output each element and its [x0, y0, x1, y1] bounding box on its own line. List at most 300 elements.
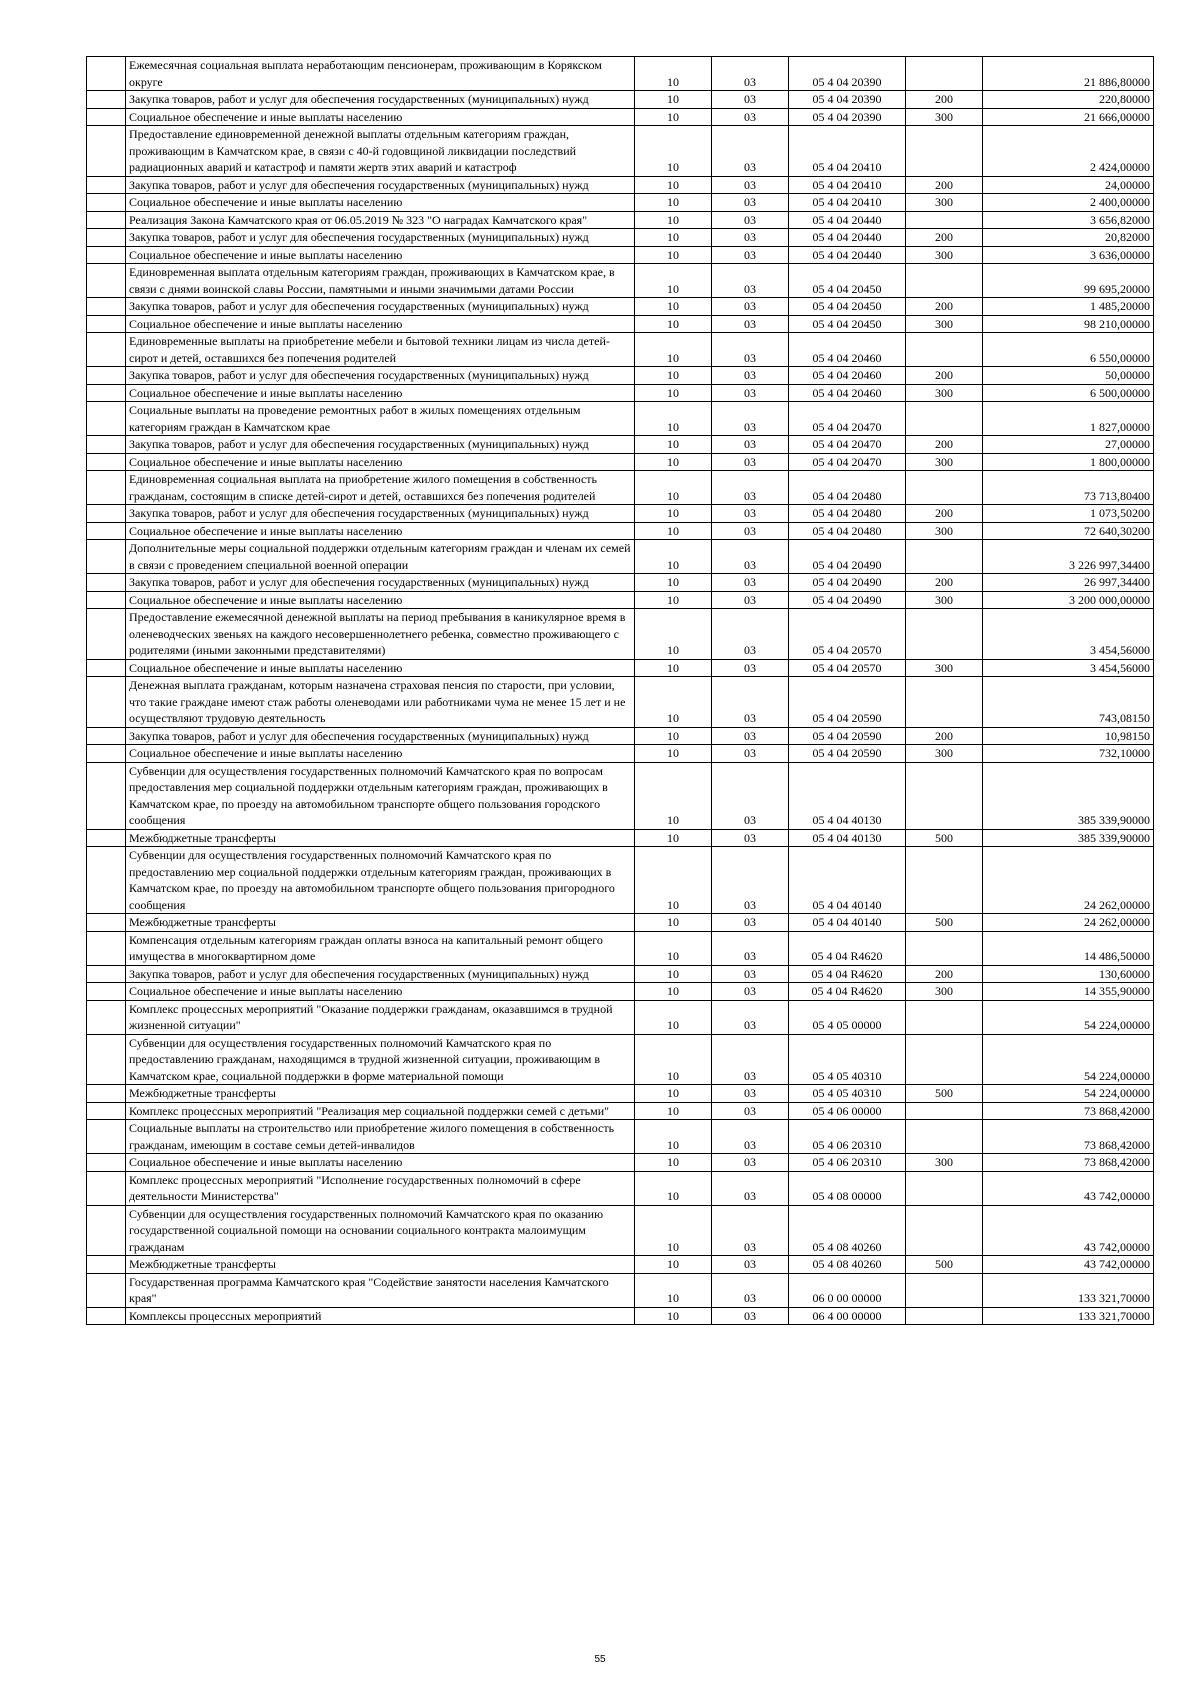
- amount-cell: 3 636,00000: [983, 246, 1154, 264]
- target-item-code-cell: 05 4 06 20310: [789, 1154, 906, 1172]
- table-row: [87, 983, 1154, 1001]
- expense-type-code-cell: [906, 1171, 983, 1205]
- expense-type-code-cell: 300: [906, 194, 983, 212]
- section-code-cell: 10: [635, 829, 712, 847]
- amount-cell: 14 486,50000: [983, 931, 1154, 965]
- table-row: [87, 471, 1154, 505]
- target-item-code-cell: 05 4 04 20450: [789, 264, 906, 298]
- row-margin-cell: [87, 57, 126, 91]
- target-item-code-cell: 05 4 04 40140: [789, 847, 906, 914]
- subsection-code-cell: 03: [712, 1171, 789, 1205]
- expense-name-cell: Социальное обеспечение и иные выплаты населению: [126, 246, 635, 264]
- row-margin-cell: [87, 246, 126, 264]
- expense-type-code-cell: 200: [906, 91, 983, 109]
- table-row: [87, 246, 1154, 264]
- expense-name-cell: Закупка товаров, работ и услуг для обеспечения государственных (муниципальных) нужд: [126, 367, 635, 385]
- section-code-cell: 10: [635, 1120, 712, 1154]
- section-code-cell: 10: [635, 727, 712, 745]
- expense-name-cell: Межбюджетные трансферты: [126, 1085, 635, 1103]
- target-item-code-cell: 05 4 04 20390: [789, 91, 906, 109]
- target-item-code-cell: 05 4 05 40310: [789, 1085, 906, 1103]
- expense-name-cell: Закупка товаров, работ и услуг для обеспечения государственных (муниципальных) нужд: [126, 505, 635, 523]
- expense-name-cell: Социальное обеспечение и иные выплаты населению: [126, 315, 635, 333]
- expense-name-cell: Субвенции для осуществления государственных полномочий Камчатского края по вопросам предоставления мер социальной поддержки отдельным категориям граждан, проживающих в Камчатском крае, по проезду на автомобильном транспорте общего пользования городского сообщения: [126, 762, 635, 829]
- expense-type-code-cell: 300: [906, 246, 983, 264]
- section-code-cell: 10: [635, 745, 712, 763]
- section-code-cell: 10: [635, 1102, 712, 1120]
- amount-cell: 54 224,00000: [983, 1034, 1154, 1085]
- table-row: [87, 1154, 1154, 1172]
- subsection-code-cell: 03: [712, 745, 789, 763]
- amount-cell: 2 400,00000: [983, 194, 1154, 212]
- table-row: [87, 931, 1154, 965]
- table-row: [87, 176, 1154, 194]
- expense-type-code-cell: 300: [906, 453, 983, 471]
- amount-cell: 24 262,00000: [983, 847, 1154, 914]
- expense-type-code-cell: [906, 1102, 983, 1120]
- table-row: [87, 453, 1154, 471]
- row-margin-cell: [87, 1256, 126, 1274]
- section-code-cell: 10: [635, 677, 712, 728]
- table-row: [87, 57, 1154, 91]
- subsection-code-cell: 03: [712, 453, 789, 471]
- expense-name-cell: Социальное обеспечение и иные выплаты населению: [126, 659, 635, 677]
- expense-type-code-cell: 300: [906, 659, 983, 677]
- target-item-code-cell: 05 4 04 R4620: [789, 931, 906, 965]
- target-item-code-cell: 05 4 04 20590: [789, 677, 906, 728]
- expense-name-cell: Социальное обеспечение и иные выплаты населению: [126, 194, 635, 212]
- table-row: [87, 333, 1154, 367]
- amount-cell: 50,00000: [983, 367, 1154, 385]
- subsection-code-cell: 03: [712, 727, 789, 745]
- expense-name-cell: Государственная программа Камчатского края "Содействие занятости населения Камчатского края": [126, 1273, 635, 1307]
- table-row: [87, 1102, 1154, 1120]
- expense-type-code-cell: [906, 1120, 983, 1154]
- expense-type-code-cell: [906, 762, 983, 829]
- amount-cell: 26 997,34400: [983, 574, 1154, 592]
- section-code-cell: 10: [635, 1085, 712, 1103]
- amount-cell: 133 321,70000: [983, 1307, 1154, 1325]
- expense-name-cell: Социальное обеспечение и иные выплаты населению: [126, 108, 635, 126]
- section-code-cell: 10: [635, 108, 712, 126]
- section-code-cell: 10: [635, 126, 712, 177]
- subsection-code-cell: 03: [712, 1273, 789, 1307]
- subsection-code-cell: 03: [712, 126, 789, 177]
- expense-type-code-cell: [906, 847, 983, 914]
- row-margin-cell: [87, 211, 126, 229]
- target-item-code-cell: 06 0 00 00000: [789, 1273, 906, 1307]
- expense-name-cell: Реализация Закона Камчатского края от 06.05.2019 № 323 "О наградах Камчатского края": [126, 211, 635, 229]
- row-margin-cell: [87, 315, 126, 333]
- amount-cell: 130,60000: [983, 965, 1154, 983]
- amount-cell: 54 224,00000: [983, 1085, 1154, 1103]
- row-margin-cell: [87, 1273, 126, 1307]
- amount-cell: 24,00000: [983, 176, 1154, 194]
- expense-type-code-cell: [906, 609, 983, 660]
- table-row: [87, 367, 1154, 385]
- row-margin-cell: [87, 659, 126, 677]
- section-code-cell: 10: [635, 436, 712, 454]
- subsection-code-cell: 03: [712, 591, 789, 609]
- subsection-code-cell: 03: [712, 1120, 789, 1154]
- expense-type-code-cell: [906, 1000, 983, 1034]
- section-code-cell: 10: [635, 246, 712, 264]
- row-margin-cell: [87, 914, 126, 932]
- subsection-code-cell: 03: [712, 847, 789, 914]
- table-row: [87, 1000, 1154, 1034]
- table-row: [87, 677, 1154, 728]
- section-code-cell: 10: [635, 522, 712, 540]
- subsection-code-cell: 03: [712, 264, 789, 298]
- row-margin-cell: [87, 727, 126, 745]
- row-margin-cell: [87, 264, 126, 298]
- expense-type-code-cell: 300: [906, 315, 983, 333]
- expense-name-cell: Закупка товаров, работ и услуг для обеспечения государственных (муниципальных) нужд: [126, 229, 635, 247]
- expense-type-code-cell: 200: [906, 574, 983, 592]
- page-number: 55: [594, 1654, 606, 1665]
- target-item-code-cell: 05 4 04 20440: [789, 246, 906, 264]
- expense-name-cell: Социальное обеспечение и иные выплаты населению: [126, 1154, 635, 1172]
- section-code-cell: 10: [635, 965, 712, 983]
- expense-name-cell: Комплекс процессных мероприятий "Исполнение государственных полномочий в сфере деятельности Министерства": [126, 1171, 635, 1205]
- amount-cell: 1 800,00000: [983, 453, 1154, 471]
- expense-name-cell: Социальные выплаты на строительство или приобретение жилого помещения в собственность гражданам, имеющим в составе семьи детей-инвалидов: [126, 1120, 635, 1154]
- subsection-code-cell: 03: [712, 1307, 789, 1325]
- row-margin-cell: [87, 1307, 126, 1325]
- expense-type-code-cell: 200: [906, 965, 983, 983]
- target-item-code-cell: 05 4 05 40310: [789, 1034, 906, 1085]
- amount-cell: 6 500,00000: [983, 384, 1154, 402]
- expense-name-cell: Межбюджетные трансферты: [126, 1256, 635, 1274]
- row-margin-cell: [87, 574, 126, 592]
- subsection-code-cell: 03: [712, 298, 789, 316]
- subsection-code-cell: 03: [712, 1154, 789, 1172]
- expense-type-code-cell: [906, 57, 983, 91]
- table-row: [87, 727, 1154, 745]
- amount-cell: 24 262,00000: [983, 914, 1154, 932]
- budget-table-body: [87, 57, 1154, 1325]
- expense-name-cell: Закупка товаров, работ и услуг для обеспечения государственных (муниципальных) нужд: [126, 298, 635, 316]
- row-margin-cell: [87, 505, 126, 523]
- expense-name-cell: Комплекс процессных мероприятий "Оказание поддержки гражданам, оказавшимся в трудной жизненной ситуации": [126, 1000, 635, 1034]
- table-row: [87, 211, 1154, 229]
- row-margin-cell: [87, 229, 126, 247]
- row-margin-cell: [87, 745, 126, 763]
- target-item-code-cell: 05 4 04 20390: [789, 57, 906, 91]
- row-margin-cell: [87, 176, 126, 194]
- subsection-code-cell: 03: [712, 436, 789, 454]
- subsection-code-cell: 03: [712, 1205, 789, 1256]
- table-row: [87, 965, 1154, 983]
- section-code-cell: 10: [635, 1000, 712, 1034]
- expense-type-code-cell: 200: [906, 505, 983, 523]
- expense-name-cell: Дополнительные меры социальной поддержки отдельным категориям граждан и членам их семей в связи с проведением специальной военной операции: [126, 540, 635, 574]
- target-item-code-cell: 05 4 04 40130: [789, 762, 906, 829]
- target-item-code-cell: 05 4 04 20460: [789, 384, 906, 402]
- section-code-cell: 10: [635, 194, 712, 212]
- subsection-code-cell: 03: [712, 91, 789, 109]
- section-code-cell: 10: [635, 659, 712, 677]
- expense-name-cell: Закупка товаров, работ и услуг для обеспечения государственных (муниципальных) нужд: [126, 727, 635, 745]
- row-margin-cell: [87, 126, 126, 177]
- amount-cell: 21 886,80000: [983, 57, 1154, 91]
- subsection-code-cell: 03: [712, 384, 789, 402]
- section-code-cell: 10: [635, 1273, 712, 1307]
- section-code-cell: 10: [635, 983, 712, 1001]
- section-code-cell: 10: [635, 931, 712, 965]
- row-margin-cell: [87, 983, 126, 1001]
- subsection-code-cell: 03: [712, 1085, 789, 1103]
- expense-type-code-cell: [906, 264, 983, 298]
- table-row: [87, 229, 1154, 247]
- target-item-code-cell: 05 4 04 20410: [789, 194, 906, 212]
- row-margin-cell: [87, 367, 126, 385]
- table-row: [87, 659, 1154, 677]
- table-row: [87, 264, 1154, 298]
- target-item-code-cell: 05 4 04 20590: [789, 745, 906, 763]
- table-row: [87, 108, 1154, 126]
- row-margin-cell: [87, 333, 126, 367]
- subsection-code-cell: 03: [712, 229, 789, 247]
- amount-cell: 14 355,90000: [983, 983, 1154, 1001]
- table-row: [87, 384, 1154, 402]
- subsection-code-cell: 03: [712, 108, 789, 126]
- subsection-code-cell: 03: [712, 829, 789, 847]
- section-code-cell: 10: [635, 176, 712, 194]
- row-margin-cell: [87, 965, 126, 983]
- row-margin-cell: [87, 402, 126, 436]
- table-row: [87, 126, 1154, 177]
- row-margin-cell: [87, 1154, 126, 1172]
- amount-cell: 72 640,30200: [983, 522, 1154, 540]
- table-row: [87, 1120, 1154, 1154]
- expense-type-code-cell: [906, 1307, 983, 1325]
- section-code-cell: 10: [635, 609, 712, 660]
- expense-name-cell: Социальное обеспечение и иные выплаты населению: [126, 384, 635, 402]
- row-margin-cell: [87, 522, 126, 540]
- amount-cell: 21 666,00000: [983, 108, 1154, 126]
- row-margin-cell: [87, 384, 126, 402]
- subsection-code-cell: 03: [712, 333, 789, 367]
- expense-type-code-cell: 300: [906, 745, 983, 763]
- table-row: [87, 829, 1154, 847]
- expense-type-code-cell: 200: [906, 436, 983, 454]
- expense-type-code-cell: [906, 1205, 983, 1256]
- subsection-code-cell: 03: [712, 1256, 789, 1274]
- table-row: [87, 194, 1154, 212]
- target-item-code-cell: 05 4 04 20440: [789, 211, 906, 229]
- expense-type-code-cell: 200: [906, 727, 983, 745]
- subsection-code-cell: 03: [712, 211, 789, 229]
- expense-type-code-cell: [906, 677, 983, 728]
- section-code-cell: 10: [635, 453, 712, 471]
- section-code-cell: 10: [635, 762, 712, 829]
- amount-cell: 1 485,20000: [983, 298, 1154, 316]
- expense-name-cell: Субвенции для осуществления государственных полномочий Камчатского края по предоставлению мер социальной поддержки отдельным категориям граждан, проживающих в Камчатском крае, по проезду на автомобильном транспорте общего пользования пригородного сообщения: [126, 847, 635, 914]
- section-code-cell: 10: [635, 298, 712, 316]
- expense-name-cell: Единовременная социальная выплата на приобретение жилого помещения в собственность гражданам, состоящим в списке детей-сирот и детей, оставшихся без попечения родителей: [126, 471, 635, 505]
- expense-type-code-cell: [906, 931, 983, 965]
- expense-name-cell: Закупка товаров, работ и услуг для обеспечения государственных (муниципальных) нужд: [126, 574, 635, 592]
- table-row: [87, 522, 1154, 540]
- row-margin-cell: [87, 1205, 126, 1256]
- row-margin-cell: [87, 194, 126, 212]
- expense-type-code-cell: 300: [906, 522, 983, 540]
- table-row: [87, 540, 1154, 574]
- subsection-code-cell: 03: [712, 762, 789, 829]
- amount-cell: 3 454,56000: [983, 609, 1154, 660]
- amount-cell: 54 224,00000: [983, 1000, 1154, 1034]
- expense-name-cell: Социальное обеспечение и иные выплаты населению: [126, 591, 635, 609]
- table-row: [87, 505, 1154, 523]
- target-item-code-cell: 05 4 04 20470: [789, 453, 906, 471]
- target-item-code-cell: 05 4 04 20490: [789, 591, 906, 609]
- target-item-code-cell: 05 4 08 40260: [789, 1256, 906, 1274]
- table-row: [87, 762, 1154, 829]
- table-row: [87, 609, 1154, 660]
- target-item-code-cell: 05 4 04 20480: [789, 505, 906, 523]
- expense-name-cell: Межбюджетные трансферты: [126, 914, 635, 932]
- amount-cell: 743,08150: [983, 677, 1154, 728]
- expense-type-code-cell: 200: [906, 176, 983, 194]
- row-margin-cell: [87, 931, 126, 965]
- section-code-cell: 10: [635, 540, 712, 574]
- expense-type-code-cell: 500: [906, 829, 983, 847]
- row-margin-cell: [87, 847, 126, 914]
- expense-name-cell: Денежная выплата гражданам, которым назначена страховая пенсия по старости, при условии, что такие граждане имеют стаж работы оленеводами или работниками чума не менее 15 лет и не осуществляют трудовую деятельность: [126, 677, 635, 728]
- target-item-code-cell: 05 4 04 20450: [789, 298, 906, 316]
- target-item-code-cell: 05 4 04 20470: [789, 436, 906, 454]
- amount-cell: 6 550,00000: [983, 333, 1154, 367]
- subsection-code-cell: 03: [712, 914, 789, 932]
- amount-cell: 3 454,56000: [983, 659, 1154, 677]
- expense-type-code-cell: [906, 1273, 983, 1307]
- section-code-cell: 10: [635, 229, 712, 247]
- target-item-code-cell: 05 4 04 20440: [789, 229, 906, 247]
- expense-type-code-cell: 300: [906, 591, 983, 609]
- subsection-code-cell: 03: [712, 1000, 789, 1034]
- amount-cell: 98 210,00000: [983, 315, 1154, 333]
- subsection-code-cell: 03: [712, 315, 789, 333]
- row-margin-cell: [87, 471, 126, 505]
- section-code-cell: 10: [635, 1256, 712, 1274]
- table-row: [87, 402, 1154, 436]
- table-row: [87, 914, 1154, 932]
- subsection-code-cell: 03: [712, 367, 789, 385]
- amount-cell: 2 424,00000: [983, 126, 1154, 177]
- table-row: [87, 436, 1154, 454]
- table-row: [87, 1085, 1154, 1103]
- subsection-code-cell: 03: [712, 540, 789, 574]
- section-code-cell: 10: [635, 1307, 712, 1325]
- row-margin-cell: [87, 453, 126, 471]
- expense-name-cell: Единовременная выплата отдельным категориям граждан, проживающих в Камчатском крае, в связи с днями воинской славы России, памятными и иными значимыми датами России: [126, 264, 635, 298]
- expense-name-cell: Комплексы процессных мероприятий: [126, 1307, 635, 1325]
- row-margin-cell: [87, 436, 126, 454]
- section-code-cell: 10: [635, 1171, 712, 1205]
- target-item-code-cell: 05 4 04 20390: [789, 108, 906, 126]
- section-code-cell: 10: [635, 914, 712, 932]
- table-row: [87, 1273, 1154, 1307]
- section-code-cell: 10: [635, 91, 712, 109]
- expense-type-code-cell: 300: [906, 108, 983, 126]
- section-code-cell: 10: [635, 315, 712, 333]
- expense-type-code-cell: [906, 540, 983, 574]
- amount-cell: 20,82000: [983, 229, 1154, 247]
- subsection-code-cell: 03: [712, 659, 789, 677]
- target-item-code-cell: 05 4 08 00000: [789, 1171, 906, 1205]
- amount-cell: 10,98150: [983, 727, 1154, 745]
- expense-type-code-cell: [906, 126, 983, 177]
- amount-cell: 73 868,42000: [983, 1102, 1154, 1120]
- section-code-cell: 10: [635, 384, 712, 402]
- expense-name-cell: Закупка товаров, работ и услуг для обеспечения государственных (муниципальных) нужд: [126, 91, 635, 109]
- target-item-code-cell: 05 4 05 00000: [789, 1000, 906, 1034]
- table-row: [87, 847, 1154, 914]
- subsection-code-cell: 03: [712, 677, 789, 728]
- section-code-cell: 10: [635, 402, 712, 436]
- expense-name-cell: Закупка товаров, работ и услуг для обеспечения государственных (муниципальных) нужд: [126, 176, 635, 194]
- target-item-code-cell: 05 4 04 40140: [789, 914, 906, 932]
- row-margin-cell: [87, 108, 126, 126]
- amount-cell: 73 713,80400: [983, 471, 1154, 505]
- table-row: [87, 591, 1154, 609]
- expense-type-code-cell: [906, 333, 983, 367]
- amount-cell: 732,10000: [983, 745, 1154, 763]
- amount-cell: 73 868,42000: [983, 1154, 1154, 1172]
- amount-cell: 3 226 997,34400: [983, 540, 1154, 574]
- target-item-code-cell: 05 4 04 40130: [789, 829, 906, 847]
- section-code-cell: 10: [635, 591, 712, 609]
- row-margin-cell: [87, 829, 126, 847]
- expense-name-cell: Предоставление единовременной денежной выплаты отдельным категориям граждан, проживающим в Камчатском крае, в связи с 40-й годовщиной ликвидации последствий радиационных аварий и катастроф и памяти жертв этих аварий и катастроф: [126, 126, 635, 177]
- row-margin-cell: [87, 1034, 126, 1085]
- target-item-code-cell: 05 4 04 20570: [789, 659, 906, 677]
- table-row: [87, 1034, 1154, 1085]
- row-margin-cell: [87, 1102, 126, 1120]
- row-margin-cell: [87, 762, 126, 829]
- expense-name-cell: Закупка товаров, работ и услуг для обеспечения государственных (муниципальных) нужд: [126, 436, 635, 454]
- expense-type-code-cell: [906, 471, 983, 505]
- subsection-code-cell: 03: [712, 522, 789, 540]
- expense-type-code-cell: 300: [906, 983, 983, 1001]
- table-row: [87, 1307, 1154, 1325]
- row-margin-cell: [87, 609, 126, 660]
- subsection-code-cell: 03: [712, 402, 789, 436]
- target-item-code-cell: 05 4 08 40260: [789, 1205, 906, 1256]
- target-item-code-cell: 05 4 04 20480: [789, 522, 906, 540]
- target-item-code-cell: 05 4 04 20450: [789, 315, 906, 333]
- amount-cell: 133 321,70000: [983, 1273, 1154, 1307]
- expense-type-code-cell: 300: [906, 1154, 983, 1172]
- amount-cell: 3 200 000,00000: [983, 591, 1154, 609]
- target-item-code-cell: 06 4 00 00000: [789, 1307, 906, 1325]
- expense-name-cell: Компенсация отдельным категориям граждан оплаты взноса на капитальный ремонт общего имущества в многоквартирном доме: [126, 931, 635, 965]
- expense-name-cell: Комплекс процессных мероприятий "Реализация мер социальной поддержки семей с детьми": [126, 1102, 635, 1120]
- expense-name-cell: Социальные выплаты на проведение ремонтных работ в жилых помещениях отдельным категориям граждан в Камчатском крае: [126, 402, 635, 436]
- expense-name-cell: Межбюджетные трансферты: [126, 829, 635, 847]
- table-row: [87, 91, 1154, 109]
- section-code-cell: 10: [635, 1205, 712, 1256]
- subsection-code-cell: 03: [712, 57, 789, 91]
- amount-cell: 99 695,20000: [983, 264, 1154, 298]
- expense-type-code-cell: 500: [906, 1085, 983, 1103]
- section-code-cell: 10: [635, 57, 712, 91]
- expense-type-code-cell: [906, 1034, 983, 1085]
- subsection-code-cell: 03: [712, 931, 789, 965]
- amount-cell: 220,80000: [983, 91, 1154, 109]
- subsection-code-cell: 03: [712, 1034, 789, 1085]
